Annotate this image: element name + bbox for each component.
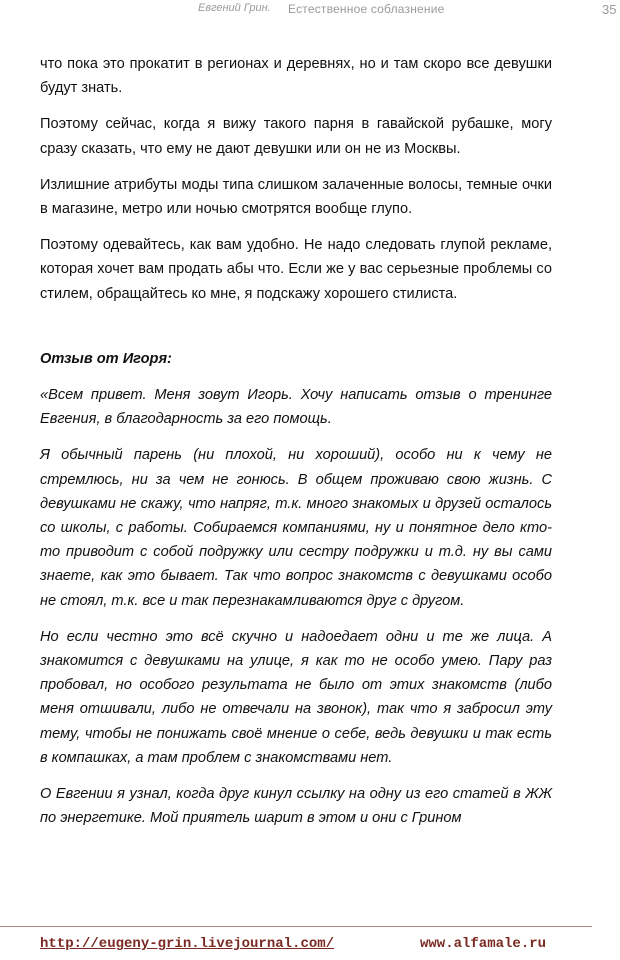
review-paragraph: Я обычный парень (ни плохой, ни хороший), особо ни к чему не стремлюсь, ни за чем не гонюсь. В общем проживаю свою жизнь. С девушками не скажу, что напряг, т.к. много знакомых и друзей осталось со школы, с работы. Собираемся компаниями, ну и понятное дело кто-то приводит с собой подружку или сестру подружки и т.д. ну вы сами знаете, как это бывает. Так что вопрос знакомств с девушками особо не стоял, т.к. все и так перезнакамливаются друг с другом. xyxy=(40,447,552,609)
header-author: Евгений Грин. xyxy=(198,2,271,14)
page-body xyxy=(40,52,552,842)
page-number: 35 xyxy=(602,2,617,17)
footer-livejournal-link[interactable]: http://eugeny-grin.livejournal.com/ xyxy=(40,936,335,952)
paragraph: Излишние атрибуты моды типа слишком залаченные волосы, темные очки в магазине, метро или ночью смотрятся вообще глупо. xyxy=(40,176,552,218)
paragraph: Поэтому одевайтесь, как вам удобно. Не надо следовать глупой рекламе, которая хочет вам продать абы что. Если же у вас серьезные проблемы со стилем, обращайтесь ко мне, я подскажу хорошего стилиста. xyxy=(40,237,552,302)
review-paragraph: Но если честно это всё скучно и надоедает одни и те же лица. А знакомится с девушками на улице, я как то не особо умею. Пару раз пробовал, но особого результата не было от этих знакомств (либо меня отшивали, либо не отвечали на звонок), так что я забросил эту тему, чтобы не понижать своё мнение о себе, ведь девушки и так есть в компашках, а там проблем с знакомствами нет. xyxy=(40,628,552,766)
header-book-title: Естественное соблазнение xyxy=(288,2,445,16)
review-paragraph: «Всем привет. Меня зовут Игорь. Хочу написать отзыв о тренинге Евгения, в благодарность за его помощь. xyxy=(40,387,552,428)
page-header xyxy=(0,2,620,22)
review-heading: Отзыв от Игоря: xyxy=(40,350,172,367)
footer-site-link[interactable]: www.alfamale.ru xyxy=(420,936,547,952)
paragraph: Поэтому сейчас, когда я вижу такого парня в гавайской рубашке, могу сразу сказать, что ему не дают девушки или он не из Москвы. xyxy=(40,116,552,157)
footer-divider xyxy=(0,926,592,927)
paragraph: что пока это прокатит в регионах и деревнях, но и там скоро все девушки будут знать. xyxy=(40,56,552,97)
review-paragraph: О Евгении я узнал, когда друг кинул ссылку на одну из его статей в ЖЖ по энергетике. Мой приятель шарит в этом и они с Грином xyxy=(40,786,552,827)
